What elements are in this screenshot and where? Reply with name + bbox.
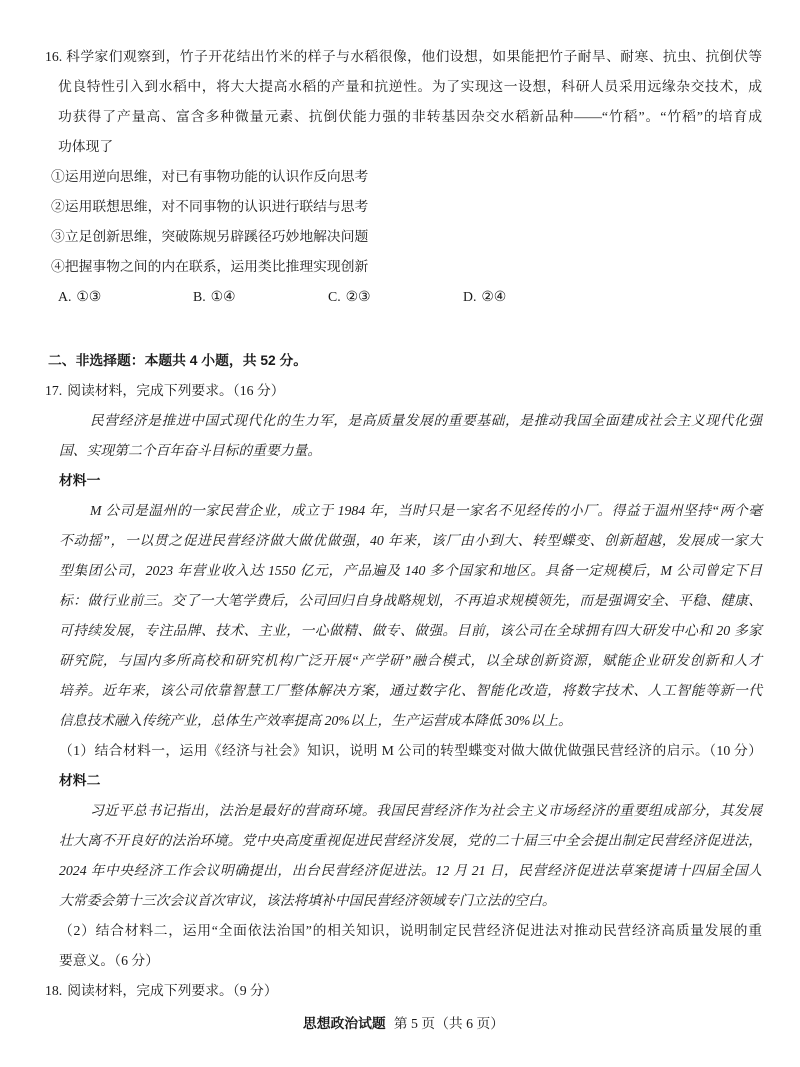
- question-17: [45, 376, 762, 976]
- question-17-lead: 阅读材料，完成下列要求。（16 分）: [67, 383, 285, 398]
- option-a-value: ①③: [76, 289, 102, 304]
- option-c-label: C.: [328, 289, 341, 304]
- text-line: 国、实现第二个百年奋斗目标的重要力量。: [59, 443, 322, 458]
- text-line: ①运用逆向思维，对已有事物功能的认识作反向思考: [51, 169, 369, 184]
- option-a: [58, 282, 193, 312]
- material-1-label: 材料一: [59, 473, 101, 488]
- option-b: [193, 282, 328, 312]
- question-16-items: [51, 162, 762, 282]
- text-line: 优良特性引入到水稻中，将大大提高水稻的产量和抗逆性。为了实现这一设想，科研人员采用远缘杂交技术，成: [58, 79, 762, 94]
- text-line: 大常委会第十三次会议首次审议，该法将填补中国民营经济领域专门立法的空白。: [59, 893, 556, 908]
- text-line: 型集团公司，2023 年营业收入达 1550 亿元，产品遍及 140 多个国家和地区。具备一定规模后，M 公司曾定下目: [59, 563, 762, 578]
- question-17-part-2: [59, 916, 762, 976]
- text-line: 民营经济是推进中国式现代化的生力军，是高质量发展的重要基础，是推动我国全面建成社会主义现代化强: [90, 413, 762, 428]
- option-b-label: B.: [193, 289, 206, 304]
- question-17-intro: [59, 406, 762, 466]
- option-a-label: A.: [58, 289, 72, 304]
- option-b-value: ①④: [210, 289, 236, 304]
- option-d: [463, 282, 506, 312]
- material-2-label: 材料二: [59, 773, 101, 788]
- text-line: 习近平总书记指出，法治是最好的营商环境。我国民营经济作为社会主义市场经济的重要组成部分，其发展: [90, 803, 762, 818]
- text-line: 2024 年中央经济工作会议明确提出，出台民营经济促进法。12 月 21 日，民营经济促进法草案提请十四届全国人: [59, 863, 762, 878]
- option-d-label: D.: [463, 289, 477, 304]
- footer-page-info: 第 5 页（共 6 页）: [393, 1016, 505, 1031]
- material-1-text: [59, 496, 762, 736]
- footer-exam-title: 思想政治试题: [302, 1016, 386, 1031]
- option-c-value: ②③: [345, 289, 371, 304]
- question-16: [45, 42, 762, 312]
- material-2-text: [59, 796, 762, 916]
- question-18: [45, 976, 762, 1006]
- page-footer: [45, 1012, 762, 1036]
- question-17-part-1: [59, 736, 762, 766]
- question-18-header: [45, 976, 762, 1006]
- text-line: 研究院，与国内多所高校和研究机构广泛开展“产学研”融合模式，以全球创新资源，赋能企业研发创新和人才: [59, 653, 762, 668]
- text-line: 要意义。（6 分）: [59, 953, 160, 968]
- text-line: （1）结合材料一，运用《经济与社会》知识，说明 M 公司的转型蝶变对做大做优做强民营经济的启示。（10 分）: [59, 743, 762, 758]
- text-line: 功获得了产量高、富含多种微量元素、抗倒伏能力强的非转基因杂交水稻新品种——“竹稻”。“竹稻”的培育成: [58, 109, 762, 124]
- text-line: ②运用联想思维，对不同事物的认识进行联结与思考: [51, 199, 369, 214]
- text-line: 不动摇”，一以贯之促进民营经济做大做优做强，40 年来，该厂由小到大、转型蝶变、创新超越，发展成一家大: [59, 533, 762, 548]
- question-18-lead: 阅读材料，完成下列要求。（9 分）: [67, 983, 278, 998]
- text-line: 功体现了: [58, 139, 114, 154]
- text-line: 信息技术融入传统产业，总体生产效率提高 20%以上，生产运营成本降低 30%以上。: [59, 713, 572, 728]
- text-line: 培养。近年来，该公司依靠智慧工厂整体解决方案，通过数字化、智能化改造，将数字技术、人工智能等新一代: [59, 683, 762, 698]
- text-line: 可持续发展，专注品牌、技术、主业，一心做精、做专、做强。目前，该公司在全球拥有四大研发中心和 20 多家: [59, 623, 762, 638]
- text-line: ③立足创新思维，突破陈规另辟蹊径巧妙地解决问题: [51, 229, 369, 244]
- text-line: 标：做行业前三。交了一大笔学费后，公司回归自身战略规划，不再追求规模领先，而是强调安全、平稳、健康、: [59, 593, 762, 608]
- option-c: [328, 282, 463, 312]
- question-16-stem: [45, 42, 762, 162]
- text-line: ④把握事物之间的内在联系，运用类比推理实现创新: [51, 259, 369, 274]
- section-2-header: 二、非选择题：本题共 4 小题，共 52 分。: [48, 353, 308, 368]
- option-d-value: ②④: [481, 289, 507, 304]
- question-16-options: [58, 282, 762, 312]
- text-line: 16. 科学家们观察到，竹子开花结出竹米的样子与水稻很像，他们设想，如果能把竹子耐旱、耐寒、抗虫、抗倒伏等: [45, 49, 762, 64]
- question-18-number: 18.: [45, 983, 63, 998]
- text-line: M 公司是温州的一家民营企业，成立于 1984 年，当时只是一家名不见经传的小厂。得益于温州坚持“两个毫: [90, 503, 762, 518]
- question-17-header: [45, 376, 762, 406]
- text-line: 壮大离不开良好的法治环境。党中央高度重视促进民营经济发展，党的二十届三中全会提出制定民营经济促进法，: [59, 833, 762, 848]
- question-17-number: 17.: [45, 383, 63, 398]
- text-line: （2）结合材料二，运用“全面依法治国”的相关知识，说明制定民营经济促进法对推动民营经济高质量发展的重: [59, 923, 762, 938]
